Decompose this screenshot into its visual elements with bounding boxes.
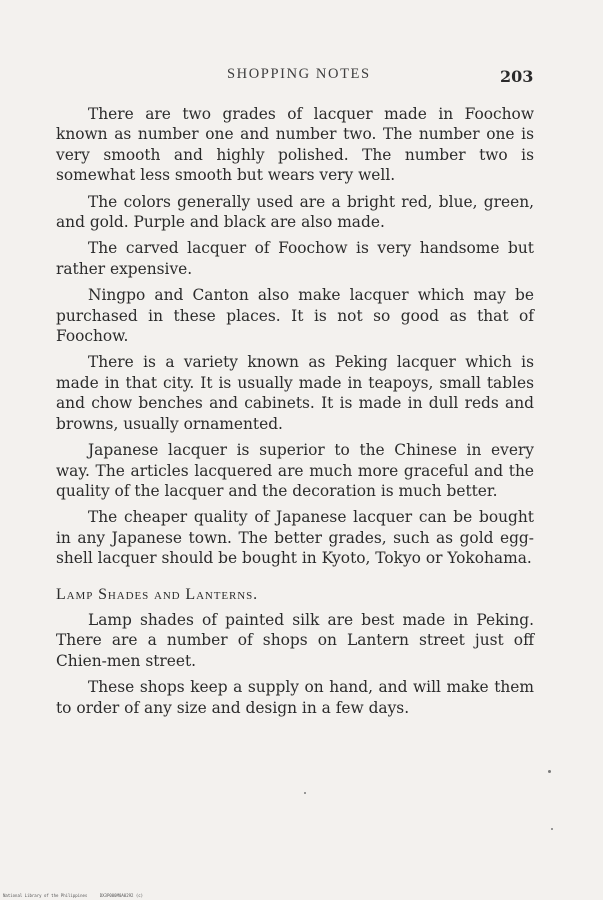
body-text xyxy=(56,104,534,718)
print-speck xyxy=(548,770,551,773)
paragraph-carved-lacquer: The carved lacquer of Foochow is very handsome but rather expensive. xyxy=(56,239,534,278)
section-heading: Lamp Shades and Lanterns. xyxy=(56,585,259,603)
print-speck xyxy=(551,828,553,830)
paragraph-ningpo-canton: Ningpo and Canton also make lacquer which may be purchased in these places. It is not so good as that of Foochow. xyxy=(56,286,534,346)
page-number: 203 xyxy=(500,67,534,86)
running-header xyxy=(0,66,603,90)
paragraph-colors: The colors generally used are a bright red, blue, green, and gold. Purple and black are also made. xyxy=(56,192,534,232)
paragraph-peking-lacquer: There is a variety known as Peking lacquer which is made in that city. It is usually made in teapoys, small tables and chow benches and cabinets. It is made in dull reds and browns, usually ornamented. xyxy=(56,353,534,433)
print-speck xyxy=(304,792,306,794)
paragraph-lamp-shades: Lamp shades of painted silk are best made in Peking. There are a number of shops on Lantern street just off Chien-men street. xyxy=(56,610,534,670)
footer-record-id: DX3P000M0A0292 (c) xyxy=(99,893,144,898)
footer-library: National Library of the Philippines xyxy=(3,893,88,898)
paragraph-japanese-lacquer: Japanese lacquer is superior to the Chinese in every way. The articles lacquered are much more graceful and the quality of the lacquer and the decoration is much better. xyxy=(56,441,534,500)
scan-footer xyxy=(3,893,153,898)
paragraph-shops: These shops keep a supply on hand, and will make them to order of any size and design in a few days. xyxy=(56,678,534,717)
paragraph-japanese-grades: The cheaper quality of Japanese lacquer can be bought in any Japanese town. The better grades, such as gold egg-shell lacquer should be bought in Kyoto, Tokyo or Yokohama. xyxy=(56,508,534,568)
running-title: SHOPPING NOTES xyxy=(227,66,371,82)
paragraph-grades: There are two grades of lacquer made in Foochow known as number one and number two. The number one is very smooth and highly polished. The number two is somewhat less smooth but wears very well. xyxy=(56,105,534,185)
